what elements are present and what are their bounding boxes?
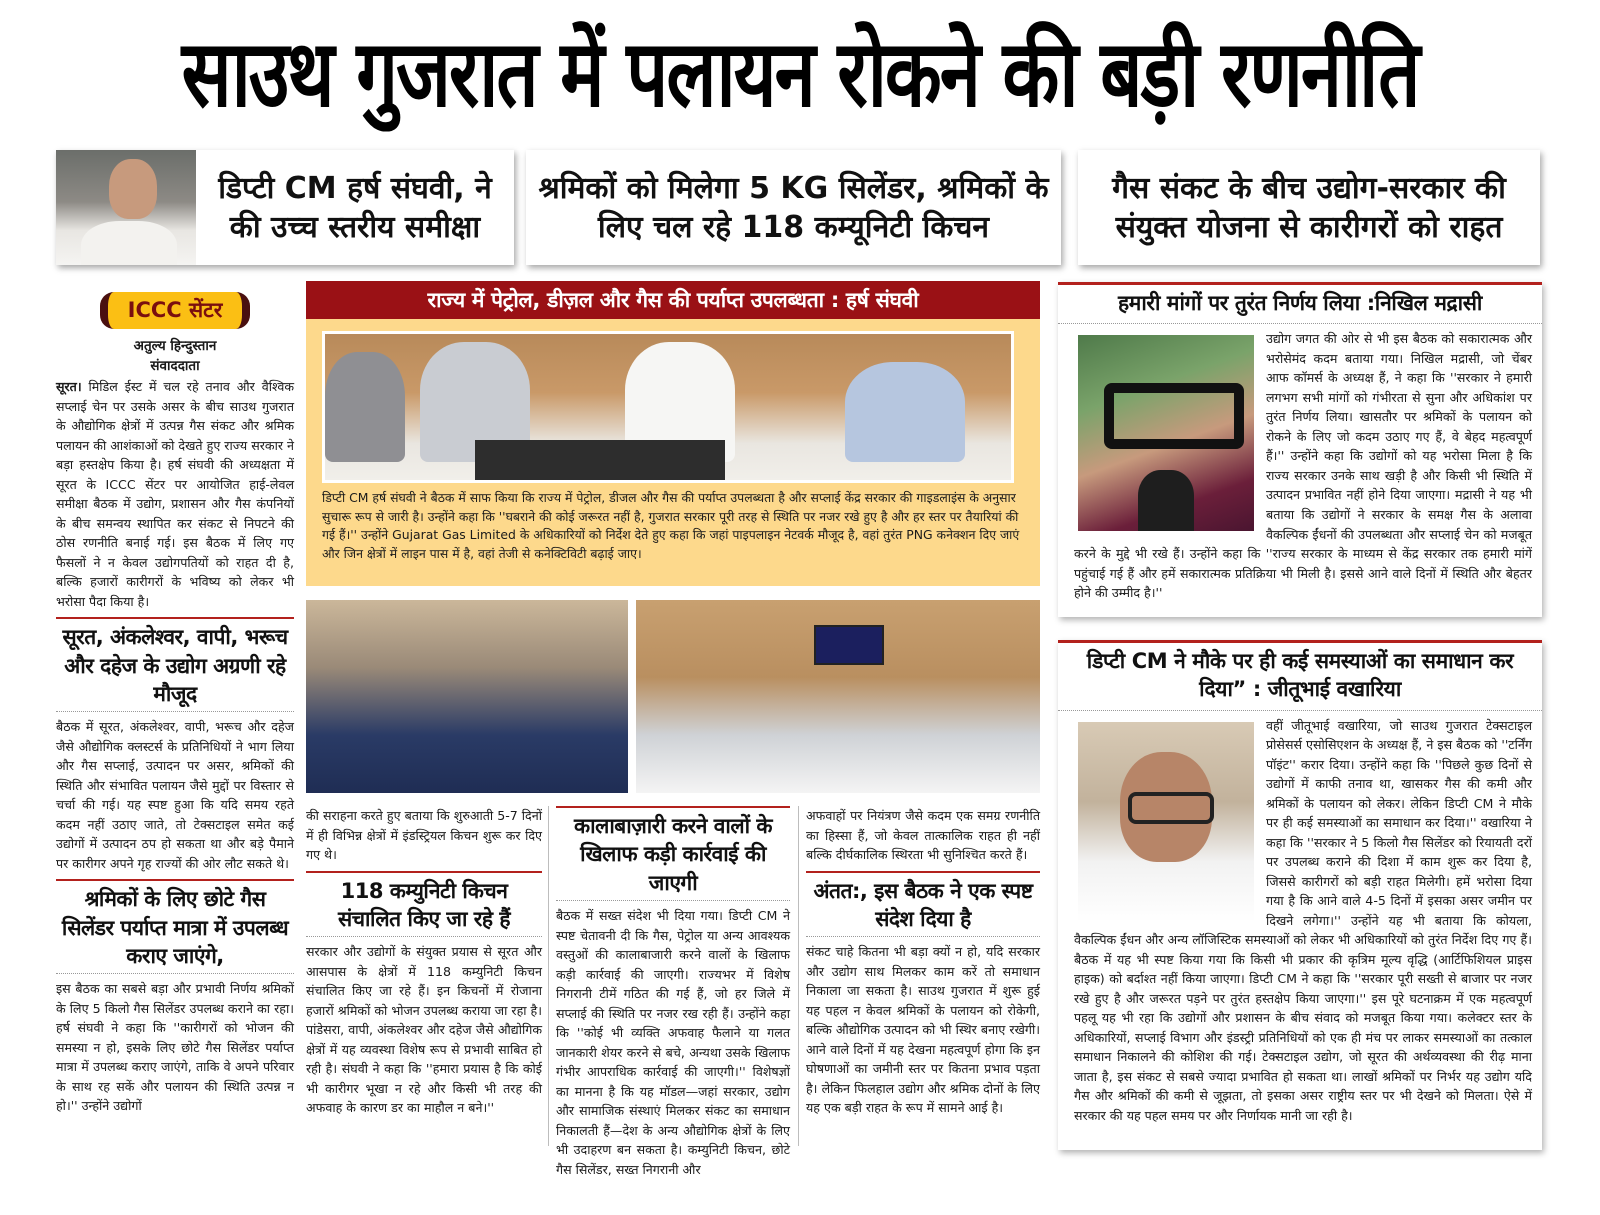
harsh-sanghavi-photo <box>56 150 196 265</box>
quote-body: वहीं जीतूभाई वखारिया, जो साउथ गुजरात टेक्सटाइल प्रोसेसर्स एसोसिएशन के अध्यक्ष हैं, ने इस बैठक को ''टर्निंग पॉइंट'' करार दिया। उन्होंने कहा कि ''पिछले कुछ दिनों से उद्योगों में काफी तनाव था, खासकर गैस की कमी और श्रमिकों के पलायन को लेकर। लेकिन डिप्टी CM ने मौके पर ही कई समस्याओं का समाधान कर दिया।'' वखारिया ने कहा कि ''सरकार ने 5 किलो गैस सिलेंडर को रियायती दरों पर उपलब्ध कराने की दिशा में काम शुरू कर दिया है, जिससे कारीगरों को बड़ी राहत मिलेगी। हमें भरोसा दिया गया है कि आने वाले 4-5 दिनों में इसका असर जमीन पर दिखने लगेगा।'' उन्होंने यह भी बताया कि कोयला, वैकल्पिक ईंधन और अन्य लॉजिस्टिक समस्याओं को लेकर भी अधिकारियों को तुरंत निर्देश दिए गए हैं। बैठक में यह भी स्पष्ट किया गया कि किसी भी प्रकार की कृत्रिम मूल्य वृद्धि (आर्टिफिशियल प्राइस हाइक) को बर्दाश्त नहीं किया जाएगा। डिप्टी CM ने कहा कि ''सरकार पूरी सख्ती से बाजार पर नजर रखे हुए है और जरूरत पड़ने पर तुरंत हस्तक्षेप किया जाएगा।'' इस पूरे घटनाक्रम में एक महत्वपूर्ण पहलू यह भी रहा कि उद्योगों और प्रशासन के बीच संवाद को मजबूत किया गया। कलेक्टर स्तर के अधिकारियों, सप्लाई विभाग और इंडस्ट्री प्रतिनिधियों को एक ही मंच पर लाकर समस्याओं का तत्काल समाधान निकालने की कोशिश की गई। टेक्सटाइल उद्योग, जो सूरत की अर्थव्यवस्था की रीढ़ माना जाता है, इस संकट से सबसे ज्यादा प्रभावित हो सकता था। लाखों श्रमिकों पर निर्भर यह उद्योग यदि गैस और श्रमिकों की कमी से जूझता, तो इसका असर राष्ट्रीय स्तर पर भी देखने को मिलता। ऐसे में सरकार की यह पहल समय पर और निर्णायक मानी जा रही है। <box>1074 717 1532 1123</box>
jitubhai-vakharia-photo <box>1078 722 1254 922</box>
featured-caption: डिप्टी CM हर्ष संघवी ने बैठक में साफ किया कि राज्य में पेट्रोल, डीजल और गैस की पर्याप्त उपलब्धता है और सप्लाई केंद्र सरकार की गाइडलाइंस के अनुसार सुचारू रूप से जारी है। उन्होंने कहा कि ''घबराने की कोई जरूरत नहीं है, गुजरात सरकार पूरी तरह से स्थिति पर नजर रखे हुए है और हर स्तर पर तैयारियां की गई हैं।'' उन्होंने Gujarat Gas Limited के अधिकारियों को निर्देश देते हुए कहा कि जहां पाइपलाइन नेटवर्क मौजूद है, वहां तुरंत PNG कनेक्शन दिए जाएं और जिन क्षेत्रों में लाइन पास में है, वहां तेजी से कनेक्टिविटी बढ़ाई जाए। <box>322 490 1020 561</box>
featured-box <box>306 281 1040 586</box>
divider <box>1058 323 1542 324</box>
column-divider <box>798 806 799 1146</box>
center-column-1 <box>306 806 542 1118</box>
paragraph-strategy: अफवाहों पर नियंत्रण जैसे कदम एक समग्र रणनीति का हिस्सा हैं, जो केवल तात्कालिक राहत ही नहीं बल्कि दीर्घकालिक स्थिरता भी सुनिश्चित करते हैं। <box>806 808 1040 863</box>
handshake-photo <box>306 600 628 793</box>
byline: अतुल्य हिन्दुस्तान <box>133 337 217 354</box>
divider <box>56 879 294 881</box>
divider <box>306 871 542 873</box>
column-divider <box>548 806 549 1146</box>
top-headline-3: गैस संकट के बीच उद्योग-सरकार की संयुक्त योजना से कारीगरों को राहत <box>1112 170 1506 245</box>
section-tag: ICCC सेंटर <box>100 292 251 329</box>
subheading-conclusion: अंतत:, इस बैठक ने एक स्पष्ट संदेश दिया है <box>813 878 1033 931</box>
quote-box-jitubhai-vakharia <box>1058 640 1542 1150</box>
meeting-photo <box>322 331 1014 483</box>
subheading-industries: सूरत, अंकलेश्वर, वापी, भरूच और दहेज के उद्योग अग्रणी रहे मौजूद <box>62 625 288 706</box>
subheading-black-marketing: कालाबाज़ारी करने वालों के खिलाफ कड़ी कार्रवाई की जाएगी <box>574 814 772 895</box>
divider <box>56 617 294 619</box>
top-headline-1: डिप्टी CM हर्ष संघवी, ने की उच्च स्तरीय समीक्षा <box>218 170 492 245</box>
paragraph-cylinders: इस बैठक का सबसे बड़ा और प्रभावी निर्णय श्रमिकों के लिए 5 किलो गैस सिलेंडर उपलब्ध कराने का रहा। हर्ष संघवी ने कहा कि ''कारीगरों को भोजन की समस्या न हो, इसके लिए छोटे गैस सिलेंडर पर्याप्त मात्रा में उपलब्ध कराए जाएंगे, ताकि वे अपने परिवार के साथ रह सकें और पलायन की स्थिति उत्पन्न न हो।'' उन्होंने उद्योगों <box>56 981 294 1114</box>
intro-paragraph: सूरत। मिडिल ईस्ट में चल रहे तनाव और वैश्विक सप्लाई चेन पर उसके असर के बीच साउथ गुजरात के औद्योगिक क्षेत्रों में उत्पन्न गैस संकट और श्रमिक पलायन की आशंकाओं को देखते हुए राज्य सरकार ने बड़ा हस्तक्षेप किया है। हर्ष संघवी की अध्यक्षता में सूरत के ICCC सेंटर पर आयोजित हाई-लेवल समीक्षा बैठक में उद्योग, प्रशासन और गैस कंपनियों के बीच समन्वय स्थापित कर संकट से निपटने की ठोस रणनीति बनाई गई। इस बैठक में लिए गए फैसलों ने न केवल उद्योगपतियों को राहत दी है, बल्कि हजारों कारीगरों के भविष्य को लेकर भी भरोसा पैदा किया है। <box>56 378 294 609</box>
divider <box>1058 710 1542 711</box>
divider <box>306 936 542 937</box>
byline-role: संवाददाता <box>150 357 200 374</box>
divider <box>56 973 294 974</box>
subheading-cylinders: श्रमिकों के लिए छोटे गैस सिलेंडर पर्याप्त मात्रा में उपलब्ध कराए जाएंगे, <box>61 887 289 969</box>
nikhil-madrasi-photo <box>1078 335 1254 531</box>
center-column-2 <box>556 800 790 1179</box>
divider <box>56 711 294 712</box>
quote-body: उद्योग जगत की ओर से भी इस बैठक को सकारात्मक और भरोसेमंद कदम बताया गया। निखिल मद्रासी, जो चेंबर आफ कॉमर्स के अध्यक्ष हैं, ने कहा कि ''सरकार ने हमारी लगभग सभी मांगों को गंभीरता से सुना और अधिकांश पर तुरंत निर्णय लिया। खासतौर पर श्रमिकों के पलायन को रोकने के लिए जो कदम उठाए गए हैं, वे बेहद महत्वपूर्ण हैं।'' उन्होंने कहा कि उद्योगों को यह भरोसा मिला है कि राज्य सरकार उनके साथ खड़ी है और किसी भी स्थिति में उत्पादन प्रभावित नहीं होने दिया जाएगा। मद्रासी ने यह भी बताया कि उद्योगों ने सरकार के समक्ष गैस के अलावा वैकल्पिक ईंधनों की उपलब्धता और सप्लाई चेन को मजबूत करने के मुद्दे भी रखे हैं। उन्होंने कहा कि ''राज्य सरकार के माध्यम से केंद्र सरकार तक हमारी मांगें पहुंचाई गई हैं और हमें सकारात्मक प्रतिक्रिया भी मिली है। इससे आने वाले दिनों में स्थिति और बेहतर होने की उम्मीद है।'' <box>1074 331 1532 601</box>
paragraph-continued: की सराहना करते हुए बताया कि शुरुआती 5-7 दिनों में ही विभिन्न क्षेत्रों में इंडस्ट्रियल किचन शुरू कर दिए गए थे। <box>306 808 542 863</box>
left-column <box>56 292 294 1116</box>
quote-title: हमारी मांगों पर तुरंत निर्णय लिया :निखिल मद्रासी <box>1118 291 1482 315</box>
divider <box>806 936 1040 937</box>
divider <box>806 871 1040 873</box>
subheading-community-kitchen: 118 कम्युनिटी किचन संचालित किए जा रहे हैं <box>338 878 510 931</box>
paragraph-community-kitchen: सरकार और उद्योगों के संयुक्त प्रयास से सूरत और आसपास के क्षेत्रों में 118 कम्युनिटी किचन संचालित किए जा रहे हैं। इन किचनों में रोजाना हजारों श्रमिकों को भोजन उपलब्ध कराया जा रहा है। पांडेसरा, वापी, अंकलेश्वर और दहेज जैसे औद्योगिक क्षेत्रों में यह व्यवस्था विशेष रूप से प्रभावी साबित हो रही है। संघवी ने कहा कि ''हमारा प्रयास है कि कोई भी कारीगर भूखा न रहे और किसी भी तरह की अफवाह के कारण डर का माहौल न बने।'' <box>306 944 542 1116</box>
main-headline: साउथ गुजरात में पलायन रोकने की बड़ी रणनीति <box>181 19 1419 128</box>
top-headline-box-3 <box>1078 150 1540 265</box>
quote-box-nikhil-madrasi <box>1058 282 1542 617</box>
paragraph-conclusion: संकट चाहे कितना भी बड़ा क्यों न हो, यदि सरकार और उद्योग साथ मिलकर काम करें तो समाधान निकाला जा सकता है। साउथ गुजरात में शुरू हुई यह पहल न केवल श्रमिकों के पलायन को रोकेगी, बल्कि औद्योगिक उत्पादन को भी स्थिर बनाए रखेगी। आने वाले दिनों में यह देखना महत्वपूर्ण होगा कि इन घोषणाओं का जमीनी स्तर पर कितना प्रभाव पड़ता है। लेकिन फिलहाल उद्योग और श्रमिक दोनों के लिए यह एक बड़ी राहत के रूप में सामने आई है। <box>806 944 1040 1116</box>
featured-box-title: राज्य में पेट्रोल, डीज़ल और गैस की पर्याप्त उपलब्धता : हर्ष संघवी <box>306 281 1040 319</box>
divider <box>556 806 790 808</box>
top-headline-2: श्रमिकों को मिलेगा 5 KG सिलेंडर, श्रमिकों के लिए चल रहे 118 कम्यूनिटी किचन <box>538 170 1049 245</box>
dateline: सूरत। <box>56 378 82 394</box>
divider <box>556 900 790 901</box>
paragraph-black-marketing: बैठक में सख्त संदेश भी दिया गया। डिप्टी CM ने स्पष्ट चेतावनी दी कि गैस, पेट्रोल या अन्य आवश्यक वस्तुओं की कालाबाजारी करने वालों के खिलाफ कड़ी कार्रवाई की जाएगी। राज्यभर में विशेष निगरानी टीमें गठित की गई हैं, जो हर जिले में सप्लाई की स्थिति पर नजर रख रही हैं। उन्होंने कहा कि ''कोई भी व्यक्ति अफवाह फैलाने या गलत जानकारी शेयर करने से बचे, अन्यथा उसके खिलाफ गंभीर आपराधिक कार्रवाई की जाएगी।'' विशेषज्ञों का मानना है कि यह मॉडल—जहां सरकार, उद्योग और सामाजिक संस्थाएं मिलकर संकट का समाधान निकालती हैं—देश के अन्य औद्योगिक क्षेत्रों के लिए भी उदाहरण बन सकता है। कम्युनिटी किचन, छोटे गैस सिलेंडर, सख्त निगरानी और <box>556 908 790 1177</box>
quote-title: डिप्टी CM ने मौके पर ही कई समस्याओं का समाधान कर दिया” : जीतूभाई वखारिया <box>1086 649 1514 702</box>
top-headline-box-1 <box>56 150 514 265</box>
attendees-photo <box>636 600 1040 793</box>
top-headline-box-2 <box>526 150 1061 265</box>
center-column-3 <box>806 806 1040 1118</box>
paragraph-industries: बैठक में सूरत, अंकलेश्वर, वापी, भरूच और दहेज जैसे औद्योगिक क्लस्टर्स के प्रतिनिधियों ने भाग लिया और गैस सप्लाई, उत्पादन पर असर, श्रमिकों की स्थिति और संभावित पलायन जैसे मुद्दों पर विस्तार से चर्चा की गई। यह स्पष्ट हुआ कि यदि समय रहते कदम नहीं उठाए जाते, तो टेक्सटाइल समेत कई उद्योगों में उत्पादन ठप हो सकता था और बड़े पैमाने पर कारीगर अपने गृह राज्यों की ओर लौट सकते थे। <box>56 719 294 871</box>
